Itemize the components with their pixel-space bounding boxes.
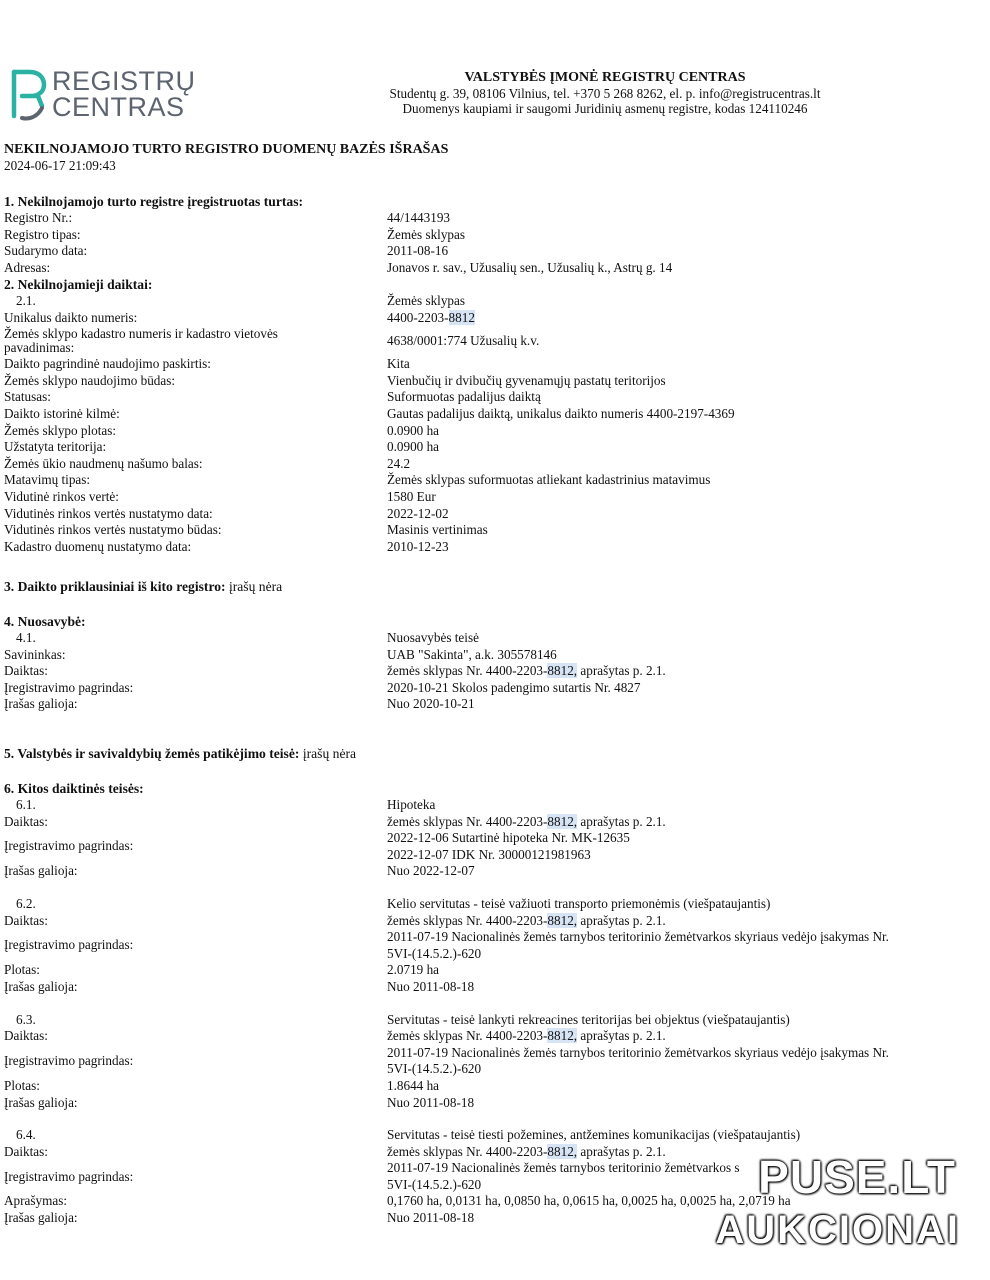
- logo-line2: CENTRAS: [52, 92, 185, 122]
- row-label: Kadastro duomenų nustatymo data:: [4, 538, 192, 554]
- watermark-line1: PUSE.LT: [758, 1151, 956, 1203]
- row-label: Įrašas galioja:: [4, 978, 78, 994]
- detail-row: [4, 1078, 964, 1095]
- row-value: Nuo 2022-12-07: [387, 863, 475, 879]
- detail-row: [4, 696, 964, 713]
- section-1: [4, 194, 964, 276]
- section-5-heading: [4, 746, 964, 762]
- item-type: Nuosavybės teisė: [387, 630, 479, 645]
- row-value: Jonavos r. sav., Užusalių sen., Užusalių k., Astrų g. 14: [387, 259, 673, 275]
- detail-row: [4, 456, 964, 473]
- row-label: Matavimų tipas:: [4, 472, 91, 488]
- row-label: Daikto pagrindinė naudojimo paskirtis:: [4, 356, 211, 372]
- detail-row: [4, 522, 964, 539]
- obj-part: žemės sklypas Nr. 4400-2203-: [387, 1143, 548, 1159]
- detail-row: [4, 647, 964, 664]
- item-number-row: [4, 293, 964, 310]
- row-value: 2.0719 ha: [387, 962, 440, 978]
- detail-row: [4, 472, 964, 489]
- owner-value: UAB "Sakinta", a.k. 305578146: [387, 646, 557, 662]
- item-type: Hipoteka: [387, 797, 436, 812]
- item-type: Žemės sklypas: [387, 293, 466, 308]
- detail-row: [4, 979, 964, 996]
- row-value: [387, 929, 964, 962]
- row-label: Unikalus daikto numeris:: [4, 309, 138, 325]
- row-value: Gautas padalijus daiktą, unikalus daikto numeris 4400-2197-4369: [387, 405, 735, 421]
- obj-part: aprašytas p. 2.1.: [577, 1143, 666, 1159]
- row-label: Žemės ūkio naudmenų našumo balas:: [4, 455, 203, 471]
- row-value: Kita: [387, 356, 410, 372]
- row-value: [387, 1028, 964, 1045]
- section-5-note: įrašų nėra: [299, 746, 357, 761]
- detail-row: [4, 1028, 964, 1045]
- org-name: VALSTYBĖS ĮMONĖ REGISTRŲ CENTRAS: [464, 70, 746, 85]
- detail-row: [4, 227, 964, 244]
- row-label: Užstatyta teritorija:: [4, 439, 107, 455]
- item-type: Servitutas - teisė tiesti požemines, antžemines komunikacijas (viešpataujantis): [387, 1127, 801, 1143]
- document-date: 2024-06-17 21:09:43: [4, 158, 116, 173]
- right-entry-6-2: [4, 896, 964, 996]
- right-entry-6-3: [4, 1012, 964, 1112]
- obj-highlight: 8812,: [547, 813, 578, 829]
- item-number: 4.1.: [16, 630, 36, 645]
- item-number-row: [4, 630, 964, 647]
- detail-row: [4, 260, 964, 277]
- obj-highlight: 8812,: [547, 912, 578, 928]
- detail-row: [4, 310, 964, 327]
- row-label: Adresas:: [4, 259, 51, 275]
- row-label: Plotas:: [4, 962, 40, 978]
- row-value: 2011-08-16: [387, 243, 449, 259]
- row-value: 1580 Eur: [387, 488, 436, 504]
- row-value: 24.2: [387, 455, 411, 471]
- logo-line1: REGISTRŲ: [52, 66, 196, 96]
- item-type: Servitutas - teisė lankyti rekreacines teritorijas bei objektus (viešpataujantis): [387, 1011, 790, 1027]
- item-type: Kelio servitutas - teisė važiuoti transporto priemonėmis (viešpataujantis): [387, 895, 771, 911]
- obj-highlight: 8812,: [547, 1028, 578, 1044]
- rc-logo-icon: [8, 66, 48, 122]
- section-3: [4, 579, 964, 595]
- row-label: Savininkas:: [4, 646, 66, 662]
- row-label: Vidutinė rinkos vertė:: [4, 488, 119, 504]
- row-value: Žemės sklypas: [387, 226, 466, 242]
- section-1-heading: 1. Nekilnojamojo turto registre įregistruotas turtas:: [4, 194, 304, 209]
- row-label: Žemės sklypo kadastro numeris ir kadastro vietovės pavadinimas:: [4, 326, 278, 356]
- reg-line: 2011-07-19 Nacionalinės žemės tarnybos teritorinio žemėtvarkos skyriaus vedėjo įsakymas Nr.: [387, 1044, 889, 1060]
- reg-line: 2022-12-07 IDK Nr. 30000121981963: [387, 846, 591, 862]
- detail-row: [4, 680, 964, 697]
- section-3-note: įrašų nėra: [225, 579, 283, 594]
- row-value: [387, 310, 964, 327]
- row-value: Nuo 2011-08-18: [387, 1210, 475, 1226]
- row-value: Masinis vertinimas: [387, 522, 488, 538]
- document-title: NEKILNOJAMOJO TURTO REGISTRO DUOMENŲ BAZĖS IŠRAŠAS: [4, 142, 449, 157]
- reg-line: 2011-07-19 Nacionalinės žemės tarnybos teritorinio žemėtvarkos skyriaus vedėjo įsakymas Nr.: [387, 929, 889, 945]
- detail-row: [4, 506, 964, 523]
- row-label: Daiktas:: [4, 912, 48, 928]
- detail-row: [4, 210, 964, 227]
- detail-row: [4, 489, 964, 506]
- row-value: [387, 830, 964, 863]
- row-label: Įrašas galioja:: [4, 1094, 78, 1110]
- row-value: Vienbučių ir dvibučių gyvenamųjų pastatų teritorijos: [387, 372, 666, 388]
- detail-row: [4, 913, 964, 930]
- org-registry: Duomenys kaupiami ir saugomi Juridinių asmenų registre, kodas 124110246: [402, 101, 808, 116]
- row-label: Įregistravimo pagrindas:: [4, 937, 134, 953]
- item-number: 2.1.: [16, 293, 36, 308]
- row-value: [387, 663, 964, 680]
- watermark-line2: AUKCIONAI: [715, 1208, 960, 1252]
- detail-row: [4, 356, 964, 373]
- row-value: Nuo 2020-10-21: [387, 696, 475, 712]
- section-2: [4, 277, 964, 555]
- obj-part: aprašytas p. 2.1.: [577, 912, 666, 928]
- registru-centras-logo: [8, 66, 196, 128]
- row-label: Žemės sklypo plotas:: [4, 422, 117, 438]
- row-label: Įregistravimo pagrindas:: [4, 1168, 134, 1184]
- row-label: Registro Nr.:: [4, 210, 73, 225]
- row-label: Įrašas galioja:: [4, 863, 78, 879]
- row-value: [387, 1045, 964, 1078]
- row-label: Statusas:: [4, 389, 51, 405]
- row-label: Įregistravimo pagrindas:: [4, 1053, 134, 1069]
- item-number-row: [4, 1012, 964, 1029]
- obj-part: žemės sklypas Nr. 4400-2203-: [387, 912, 548, 928]
- row-label: Daikto istorinė kilmė:: [4, 405, 120, 421]
- row-value: Suformuotas padalijus daiktą: [387, 389, 541, 405]
- row-value: [387, 814, 964, 831]
- reg-line: 5VI-(14.5.2.)-620: [387, 945, 482, 961]
- row-label: Sudarymo data:: [4, 243, 88, 259]
- row-label: Aprašymas:: [4, 1193, 67, 1209]
- uid-part: 4400-2203-: [387, 309, 449, 325]
- section-3-title: 3. Daikto priklausiniai iš kito registro:: [4, 579, 226, 594]
- item-number: 6.1.: [16, 797, 36, 812]
- row-value: Nuo 2011-08-18: [387, 1094, 475, 1110]
- row-label: Vidutinės rinkos vertės nustatymo būdas:: [4, 522, 222, 538]
- row-value: 2010-12-23: [387, 538, 449, 554]
- uid-highlight: 8812: [448, 309, 475, 325]
- detail-row: [4, 539, 964, 556]
- section-3-heading: [4, 579, 964, 595]
- item-number-row: [4, 1127, 964, 1144]
- row-value: [387, 913, 964, 930]
- row-value: 2020-10-21 Skolos padengimo sutartis Nr. 4827: [387, 679, 641, 695]
- logo-text: [52, 68, 196, 120]
- section-5: [4, 746, 964, 762]
- row-label: Daiktas:: [4, 1028, 48, 1044]
- detail-row: [4, 439, 964, 456]
- row-label: Daiktas:: [4, 1143, 48, 1159]
- detail-row: [4, 830, 964, 863]
- item-number: 6.4.: [16, 1127, 36, 1143]
- row-value: 0.0900 ha: [387, 439, 440, 455]
- section-6-heading: 6. Kitos daiktinės teisės:: [4, 781, 144, 796]
- detail-row: [4, 663, 964, 680]
- obj-part: aprašytas p. 2.1.: [577, 1028, 666, 1044]
- detail-row: [4, 326, 964, 356]
- row-value: Nuo 2011-08-18: [387, 978, 475, 994]
- row-label: Žemės sklypo naudojimo būdas:: [4, 372, 176, 388]
- reg-line: 5VI-(14.5.2.)-620: [387, 1061, 482, 1077]
- section-4-heading: 4. Nuosavybė:: [4, 614, 86, 629]
- obj-part: žemės sklypas Nr. 4400-2203-: [387, 663, 548, 679]
- detail-row: [4, 423, 964, 440]
- reg-line: 5VI-(14.5.2.)-620: [387, 1176, 482, 1192]
- detail-row: [4, 814, 964, 831]
- row-label: Įregistravimo pagrindas:: [4, 838, 134, 854]
- obj-part: aprašytas p. 2.1.: [577, 813, 666, 829]
- row-value: 4638/0001:774 Užusalių k.v.: [387, 333, 540, 349]
- row-label: Registro tipas:: [4, 226, 81, 242]
- obj-part: žemės sklypas Nr. 4400-2203-: [387, 1028, 548, 1044]
- obj-highlight: 8812,: [547, 1143, 578, 1159]
- row-label: Vidutinės rinkos vertės nustatymo data:: [4, 505, 213, 521]
- detail-row: [4, 1095, 964, 1112]
- section-2-heading: 2. Nekilnojamieji daiktai:: [4, 277, 153, 292]
- detail-row: [4, 962, 964, 979]
- row-value: 2022-12-02: [387, 505, 449, 521]
- row-label: Įrašas galioja:: [4, 1210, 78, 1226]
- row-label: Įregistravimo pagrindas:: [4, 679, 134, 695]
- row-value: 44/1443193: [387, 210, 451, 225]
- detail-row: [4, 373, 964, 390]
- right-entry-6-1: [4, 797, 964, 880]
- org-address: Studentų g. 39, 08106 Vilnius, tel. +370 5 268 8262, el. p. info@registrucentras.lt: [389, 85, 821, 101]
- item-number-row: [4, 896, 964, 913]
- section-5-title: 5. Valstybės ir savivaldybių žemės patikėjimo teisė:: [4, 746, 300, 761]
- row-label: Daiktas:: [4, 663, 48, 679]
- obj-highlight: 8812,: [547, 663, 578, 679]
- detail-row: [4, 406, 964, 423]
- item-number: 6.2.: [16, 895, 36, 911]
- row-value: Žemės sklypas suformuotas atliekant kadastrinius matavimus: [387, 472, 711, 488]
- detail-row: [4, 863, 964, 880]
- row-label: Plotas:: [4, 1077, 40, 1093]
- reg-line: 2022-12-06 Sutartinė hipoteka Nr. MK-12635: [387, 830, 630, 846]
- detail-row: [4, 929, 964, 962]
- organisation-header: [300, 70, 910, 117]
- detail-row: [4, 389, 964, 406]
- reg-line: 2011-07-19 Nacionalinės žemės tarnybos teritorinio žemėtvarkos s: [387, 1160, 740, 1176]
- section-4: [4, 614, 964, 713]
- detail-row: [4, 1045, 964, 1078]
- obj-part: aprašytas p. 2.1.: [577, 663, 666, 679]
- row-value: 0.0900 ha: [387, 422, 440, 438]
- row-label: Daiktas:: [4, 813, 48, 829]
- item-number: 6.3.: [16, 1011, 36, 1027]
- detail-row: [4, 243, 964, 260]
- obj-part: žemės sklypas Nr. 4400-2203-: [387, 813, 548, 829]
- row-value: 0,1760 ha, 0,0131 ha, 0,0850 ha, 0,0615 ha, 0,0025 ha, 0,0025 ha, 2,0719 ha: [387, 1193, 791, 1209]
- row-label: Įrašas galioja:: [4, 696, 78, 712]
- row-value: 1.8644 ha: [387, 1077, 440, 1093]
- item-number-row: [4, 797, 964, 814]
